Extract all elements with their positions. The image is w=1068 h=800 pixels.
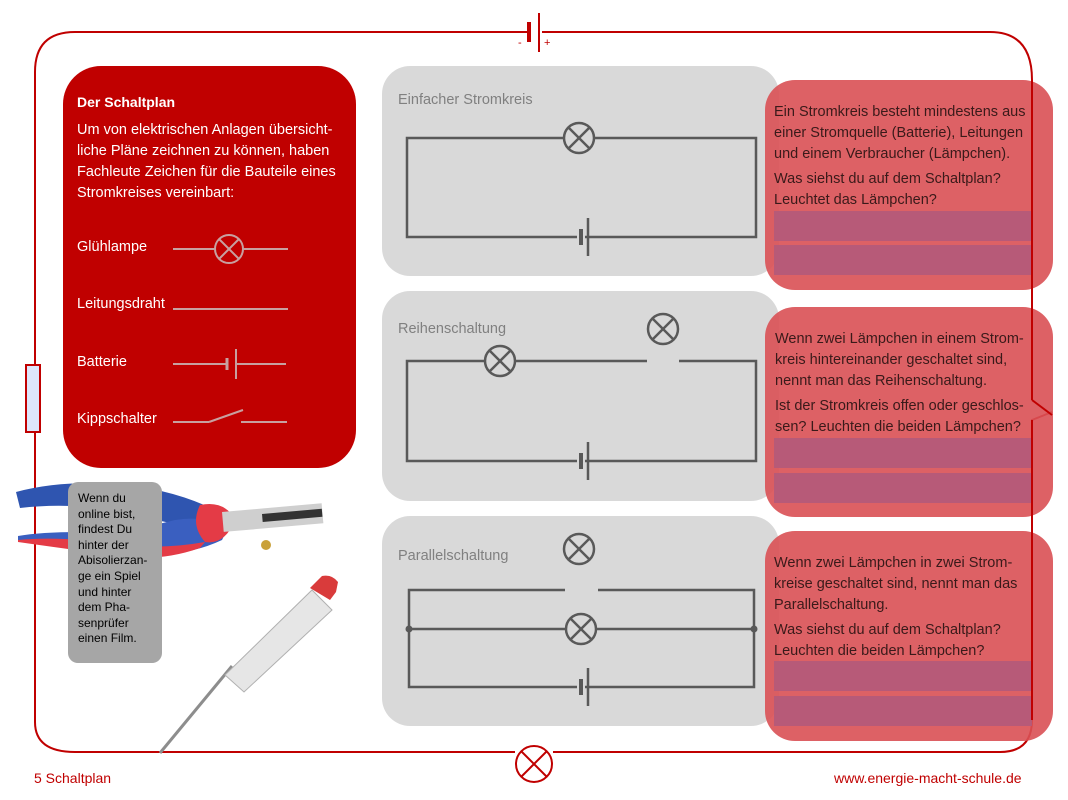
question-text: Ist der Stromkreis offen oder geschlos-sen? Leuchten die beiden Lämpchen?	[775, 398, 1024, 435]
circuit-title-parallel: Parallelschaltung	[398, 548, 509, 564]
circuit-wire	[585, 590, 754, 687]
circuit-card-simple	[382, 66, 779, 276]
legend-label-switch: Kippschalter	[77, 411, 157, 427]
intro-title: Der Schaltplan	[77, 94, 176, 110]
circuit-card-parallel	[382, 516, 779, 726]
tools-illustration	[0, 470, 360, 760]
circuit-wire	[585, 361, 756, 461]
circuit-wire	[407, 138, 577, 237]
legend-label-wire: Leitungsdraht	[77, 296, 165, 312]
junction-dot	[751, 626, 758, 633]
battery-plus-sign: +	[544, 37, 551, 49]
lamp-icon	[485, 346, 515, 376]
series-circuit-diagram	[382, 291, 779, 501]
question-text: Was siehst du auf dem Schaltplan? Leuchtet das Lämpchen?	[774, 171, 1001, 208]
intro-text: Um von elektrischen Anlagen übersicht-liche Pläne zeichnen zu können, haben Fachleute Zeichen für die Bauteile eines Stromkreises vereinbart:	[77, 122, 336, 201]
battery-icon	[581, 442, 588, 480]
legend-label-battery: Batterie	[77, 354, 127, 370]
answer-field[interactable]	[774, 438, 1032, 468]
question-box-simple	[765, 80, 1053, 290]
battery-icon	[581, 218, 588, 256]
online-hint-box	[68, 482, 162, 663]
battery-icon	[581, 668, 588, 706]
circuit-title-simple: Einfacher Stromkreis	[398, 92, 533, 108]
junction-dot	[406, 626, 413, 633]
question-text: Was siehst du auf dem Schaltplan? Leuchten die beiden Lämpchen?	[774, 622, 1001, 659]
answer-field[interactable]	[774, 473, 1032, 503]
frame-wire-overlay	[1025, 60, 1065, 760]
voltage-tester-image[interactable]	[160, 576, 338, 753]
circuit-wire	[407, 361, 577, 461]
answer-field[interactable]	[774, 696, 1032, 726]
battery-minus-sign: -	[518, 37, 522, 49]
battery-symbol-icon	[171, 346, 291, 382]
explanation-text: Wenn zwei Lämpchen in einem Strom-kreis hintereinander geschaltet sind, nennt man das Reihenschaltung.	[775, 331, 1024, 389]
question-box-parallel	[765, 531, 1053, 741]
lamp-icon	[566, 614, 596, 644]
parallel-circuit-diagram	[382, 516, 779, 726]
intro-panel	[63, 66, 356, 468]
explanation-text: Wenn zwei Lämpchen in zwei Strom-kreise geschaltet sind, nennt man das Parallelschaltung.	[774, 555, 1018, 613]
lamp-icon	[564, 123, 594, 153]
circuit-title-series: Reihenschaltung	[398, 321, 507, 337]
circuit-wire	[585, 138, 756, 237]
frame-battery-icon	[529, 13, 539, 52]
lamp-symbol-icon	[171, 231, 291, 267]
online-hint-text: Wenn du online bist, findest Du hinter der Abisolierzan-ge ein Spiel und hinter dem Pha-senprüfer einen Film.	[78, 491, 148, 646]
answer-field[interactable]	[774, 245, 1032, 275]
website-link[interactable]: www.energie-macht-schule.de	[834, 770, 1022, 786]
answer-field[interactable]	[774, 661, 1032, 691]
loose-lamp-icon	[564, 534, 594, 564]
loose-lamp-icon	[648, 314, 678, 344]
circuit-wire	[409, 590, 577, 687]
wire-symbol-icon	[171, 299, 291, 319]
simple-circuit-diagram	[382, 66, 779, 276]
explanation-text: Ein Stromkreis besteht mindestens aus einer Stromquelle (Batterie), Leitungen und einem Verbraucher (Lämpchen).	[774, 104, 1026, 162]
page-label: 5 Schaltplan	[34, 770, 112, 786]
frame-resistor-icon	[26, 365, 40, 432]
frame-lamp-icon	[516, 746, 552, 782]
wire-stripper-image[interactable]	[16, 483, 323, 558]
question-box-series	[765, 307, 1053, 517]
circuit-card-series	[382, 291, 779, 501]
switch-symbol-icon	[171, 404, 291, 430]
answer-field[interactable]	[774, 211, 1032, 241]
legend-label-lamp: Glühlampe	[77, 239, 148, 255]
